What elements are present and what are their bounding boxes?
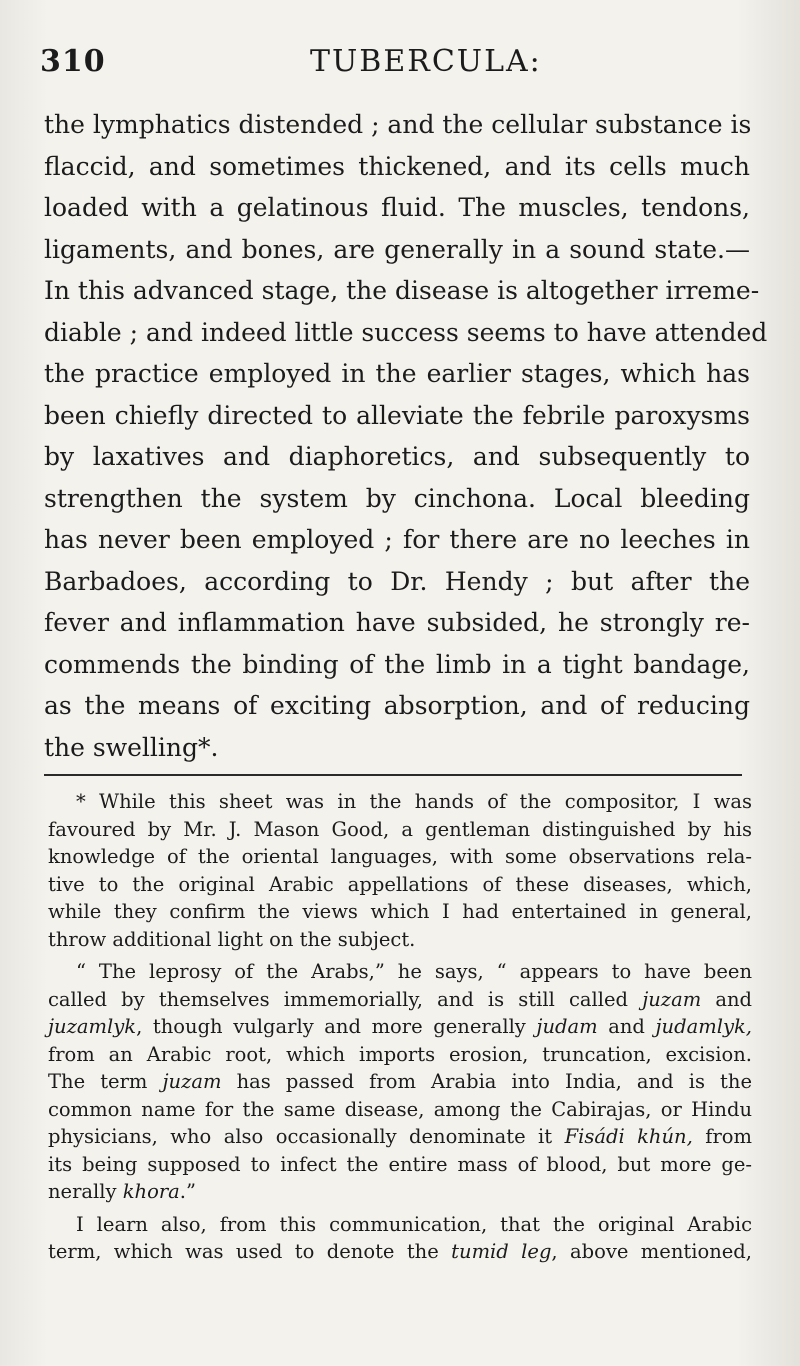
text-line: has never been employed ; for there are no leeches in — [44, 525, 750, 554]
text-line: ligaments, and bones, are generally in a sound state.— — [44, 234, 750, 264]
footnote — [48, 788, 752, 1266]
text-line: been chiefly directed to alleviate the febrile paroxysms — [44, 400, 750, 430]
footnote-line: I learn also, from this communication, that the original Arabic — [76, 1212, 752, 1236]
main-text — [44, 104, 768, 768]
arabic-term: juzamlyk — [48, 1015, 137, 1038]
arabic-term: khora — [122, 1180, 180, 1203]
footnote-line: favoured by Mr. J. Mason Good, a gentleman distinguished by his — [48, 817, 752, 841]
footnote-text: .” — [179, 1180, 196, 1203]
footnote-line: while they confirm the views which I had entertained in general, — [48, 900, 752, 923]
footnote-text: physicians, who also occasionally denominate it — [48, 1125, 565, 1148]
footnote-line — [48, 1178, 752, 1206]
arabic-term: juzam — [642, 987, 702, 1011]
footnote-line: throw additional light on the subject. — [48, 927, 416, 951]
footnote-rule — [44, 774, 742, 776]
text-line: the swelling*. — [44, 732, 219, 762]
footnote-line — [48, 986, 752, 1014]
text-line: the lymphatics distended ; and the cellular substance is — [44, 110, 752, 139]
arabic-term: Fisádi khún, — [564, 1125, 693, 1148]
text-line: as the means of exciting absorption, and of reducing — [44, 691, 750, 720]
text-line: Barbadoes, according to Dr. Hendy ; but after the — [44, 566, 750, 596]
text-line: commends the binding of the limb in a tight bandage, — [44, 649, 750, 679]
text-line: diable ; and indeed little success seems to have attended — [44, 317, 768, 347]
footnote-line: from an Arabic root, which imports erosion, truncation, excision. — [48, 1042, 752, 1066]
footnote-text: , above mentioned, — [551, 1240, 752, 1263]
footnote-text: term, which was used to denote the — [48, 1240, 452, 1263]
footnote-line: knowledge of the oriental languages, with some observations rela- — [48, 845, 752, 868]
text-line: by laxatives and diaphoretics, and subsequently to — [44, 442, 750, 471]
footnote-text: has passed from Arabia into India, and is the — [221, 1070, 752, 1093]
page-header — [40, 44, 760, 88]
footnote-line — [48, 1238, 752, 1266]
text-line: the practice employed in the earlier stages, which has — [44, 359, 750, 388]
page-number: 310 — [40, 44, 106, 79]
text-line: strengthen the system by cinchona. Local bleeding — [44, 483, 750, 513]
text-line: flaccid, and sometimes thickened, and its cells much — [44, 151, 750, 181]
footnote-text: from — [692, 1125, 753, 1148]
text-line: fever and inflammation have subsided, he strongly re- — [44, 608, 750, 637]
footnote-line: common name for the same disease, among the Cabirajas, or Hindu — [48, 1097, 752, 1121]
footnote-line — [48, 1013, 752, 1041]
text-line: In this advanced stage, the disease is altogether irreme- — [44, 276, 760, 305]
footnote-line: * While this sheet was in the hands of the compositor, I was — [76, 790, 752, 813]
footnote-text: and — [701, 987, 752, 1011]
footnote-text: , though vulgarly and more generally — [136, 1015, 537, 1038]
footnote-text: called by themselves immemorially, and is still called — [48, 987, 643, 1011]
footnote-text: and — [597, 1015, 656, 1038]
footnote-line: tive to the original Arabic appellations of these diseases, which, — [48, 872, 752, 896]
arabic-term: judam — [536, 1015, 598, 1038]
footnote-line — [48, 1123, 752, 1151]
arabic-term: judamlyk, — [655, 1015, 752, 1038]
running-head: TUBERCULA: — [310, 44, 542, 79]
footnote-text: The term — [48, 1070, 163, 1093]
arabic-term: tumid leg — [451, 1240, 552, 1263]
footnote-line — [48, 1068, 752, 1096]
text-line: loaded with a gelatinous fluid. The muscles, tendons, — [44, 193, 750, 222]
footnote-line: “ The leprosy of the Arabs,” he says, “ appears to have been — [76, 960, 752, 983]
footnote-line: its being supposed to infect the entire mass of blood, but more ge- — [48, 1152, 752, 1176]
arabic-term: juzam — [162, 1070, 222, 1093]
footnote-text: nerally — [48, 1180, 123, 1203]
